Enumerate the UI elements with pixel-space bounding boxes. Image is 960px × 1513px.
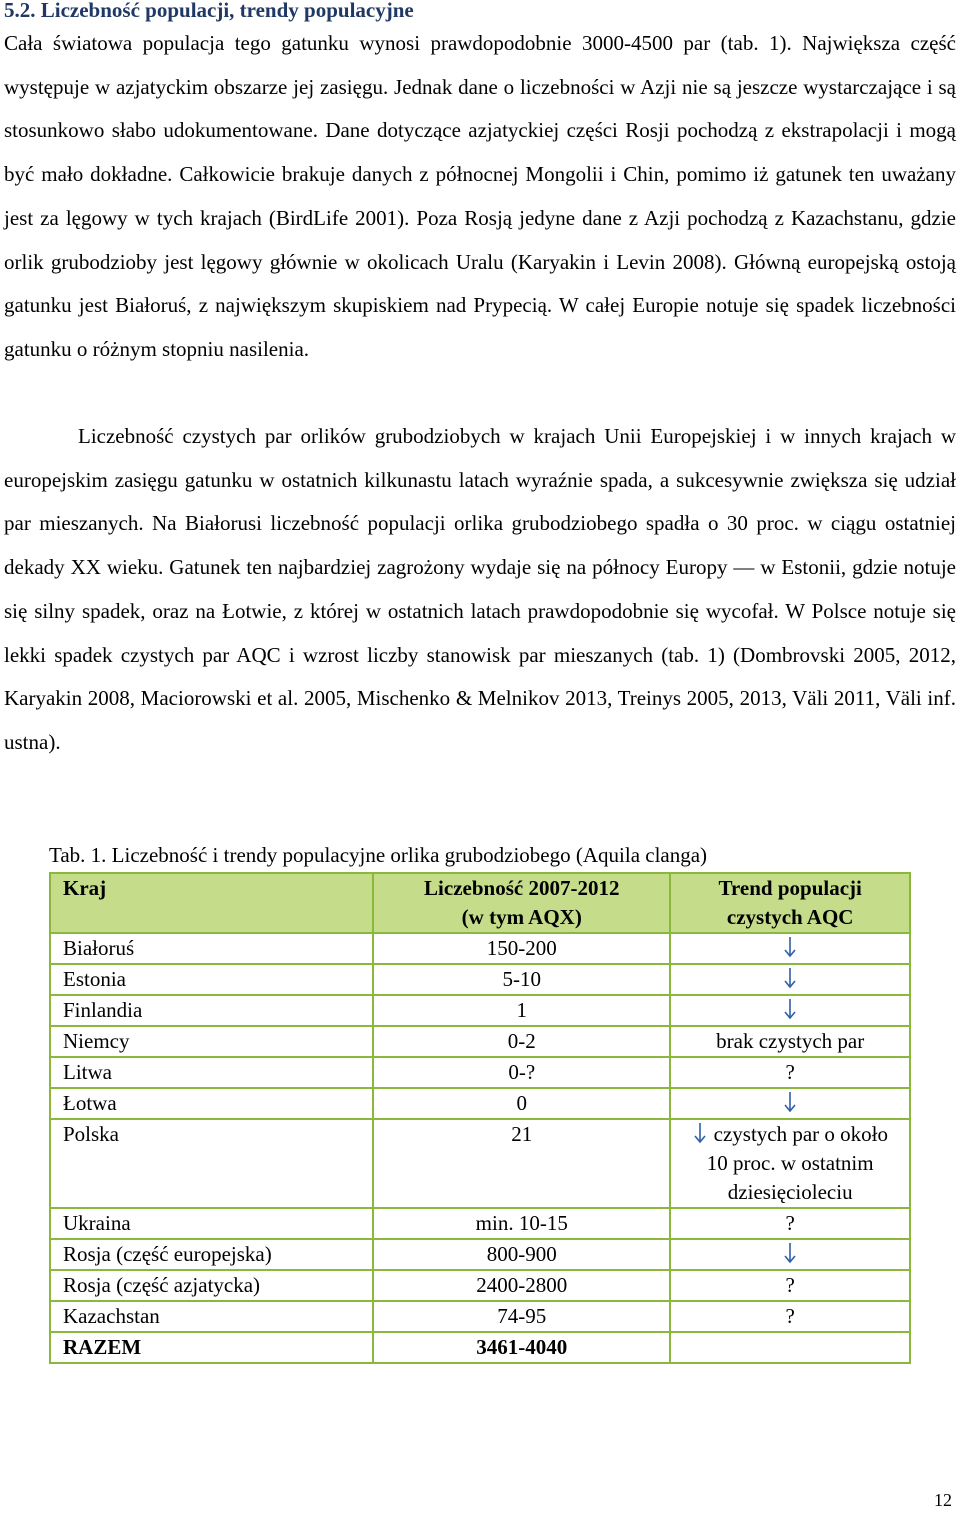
down-arrow-icon — [692, 1122, 708, 1144]
table-row — [50, 1301, 910, 1332]
header-country — [50, 873, 373, 933]
trend-text: brak czystych par — [716, 1029, 865, 1053]
down-arrow-icon — [782, 998, 798, 1020]
section-heading: 5.2. Liczebność populacji, trendy populacyjne — [4, 0, 414, 22]
cell-trend — [670, 1208, 910, 1239]
cell-trend — [670, 995, 910, 1026]
cell-country: Finlandia — [50, 995, 373, 1026]
total-row — [50, 1332, 910, 1363]
table-row — [50, 1057, 910, 1088]
table-row — [50, 1239, 910, 1270]
cell-country: Polska — [50, 1119, 373, 1208]
cell-country: Łotwa — [50, 1088, 373, 1119]
header-count — [373, 873, 670, 933]
cell-count: 0-2 — [373, 1026, 670, 1057]
table-row — [50, 1026, 910, 1057]
population-table — [49, 872, 911, 1364]
cell-count: 150-200 — [373, 933, 670, 964]
cell-count: 74-95 — [373, 1301, 670, 1332]
cell-trend — [670, 933, 910, 964]
table-row — [50, 1270, 910, 1301]
table-row — [50, 1119, 910, 1208]
table-row — [50, 1208, 910, 1239]
table-row — [50, 995, 910, 1026]
down-arrow-icon — [782, 967, 798, 989]
down-arrow-icon — [782, 1242, 798, 1264]
header-trend-line2: czystych AQC — [726, 905, 854, 929]
cell-count: 5-10 — [373, 964, 670, 995]
page-number: 12 — [934, 1490, 952, 1510]
paragraph-1: Cała światowa populacja tego gatunku wynosi prawdopodobnie 3000-4500 par (tab. 1). Największa część występuje w azjatyckim obszarze jej zasięgu. Jednak dane o liczebności w Azji nie są jeszcze wystarczające i są stosunkowo słabo udokumentowane. Dane dotyczące azjatyckiej części Rosji pochodzą z ekstrapolacji i mogą być mało dokładne. Całkowicie brakuje danych z północnej Mongolii i Chin, pomimo iż gatunek ten uważany jest za lęgowy w tych krajach (BirdLife 2001). Poza Rosją jedyne dane z Azji pochodzą z Kazachstanu, gdzie orlik grubodzioby jest lęgowy głównie w okolicach Uralu (Karyakin i Levin 2008). Główną europejską ostoją gatunku jest Białoruś, z największym skupiskiem nad Prypecią. W całej Europie notuje się spadek liczebności gatunku o różnym stopniu nasilenia. — [4, 31, 956, 361]
cell-count: 21 — [373, 1119, 670, 1208]
header-trend-line1: Trend populacji — [718, 876, 862, 900]
header-count-line1: Liczebność 2007-2012 — [424, 876, 620, 900]
cell-country: Niemcy — [50, 1026, 373, 1057]
cell-trend — [670, 1239, 910, 1270]
cell-country: Litwa — [50, 1057, 373, 1088]
table-header-row — [50, 873, 910, 933]
cell-trend — [670, 1301, 910, 1332]
cell-trend — [670, 1270, 910, 1301]
cell-trend — [670, 964, 910, 995]
cell-country: Ukraina — [50, 1208, 373, 1239]
total-label: RAZEM — [50, 1332, 373, 1363]
down-arrow-icon — [782, 936, 798, 958]
cell-trend — [670, 1088, 910, 1119]
cell-count: min. 10-15 — [373, 1208, 670, 1239]
down-arrow-icon — [782, 1091, 798, 1113]
cell-count: 0-? — [373, 1057, 670, 1088]
cell-country: Estonia — [50, 964, 373, 995]
cell-count: 0 — [373, 1088, 670, 1119]
trend-text: ? — [785, 1060, 795, 1084]
header-count-line2: (w tym AQX) — [461, 905, 582, 929]
cell-trend — [670, 1119, 910, 1208]
total-count: 3461-4040 — [373, 1332, 670, 1363]
table-row — [50, 964, 910, 995]
table-row — [50, 933, 910, 964]
header-trend — [670, 873, 910, 933]
cell-country: Białoruś — [50, 933, 373, 964]
paragraph-2: Liczebność czystych par orlików grubodziobych w krajach Unii Europejskiej i w innych krajach w europejskim zasięgu gatunku w ostatnich kilkunastu latach wyraźnie spada, a sukcesywnie zwiększa się udział par mieszanych. Na Białorusi liczebność populacji orlika grubodziobego spadła o 30 proc. w ciągu ostatniej dekady XX wieku. Gatunek ten najbardziej zagrożony wydaje się na północy Europy — w Estonii, gdzie notuje się silny spadek, oraz na Łotwie, z której w ostatnich latach prawdopodobnie się wycofał. W Polsce notuje się lekki spadek czystych par AQC i wzrost liczby stanowisk par mieszanych (tab. 1) (Dombrovski 2005, 2012, Karyakin 2008, Maciorowski et al. 2005, Mischenko & Melnikov 2013, Treinys 2005, 2013, Väli 2011, Väli inf. ustna). — [4, 424, 956, 754]
table-row — [50, 1088, 910, 1119]
cell-count: 800-900 — [373, 1239, 670, 1270]
trend-text: ? — [785, 1304, 795, 1328]
cell-country: Rosja (część azjatycka) — [50, 1270, 373, 1301]
header-country-label: Kraj — [63, 876, 107, 900]
trend-text: ? — [785, 1211, 795, 1235]
table-body — [50, 933, 910, 1363]
cell-trend — [670, 1026, 910, 1057]
trend-text: czystych par o około 10 proc. w ostatnim dziesięcioleciu — [706, 1122, 888, 1204]
cell-country: Rosja (część europejska) — [50, 1239, 373, 1270]
trend-text: ? — [785, 1273, 795, 1297]
cell-count: 2400-2800 — [373, 1270, 670, 1301]
table-caption: Tab. 1. Liczebność i trendy populacyjne orlika grubodziobego (Aquila clanga) — [49, 843, 708, 867]
cell-trend — [670, 1057, 910, 1088]
cell-count: 1 — [373, 995, 670, 1026]
total-trend — [670, 1332, 910, 1363]
cell-country: Kazachstan — [50, 1301, 373, 1332]
